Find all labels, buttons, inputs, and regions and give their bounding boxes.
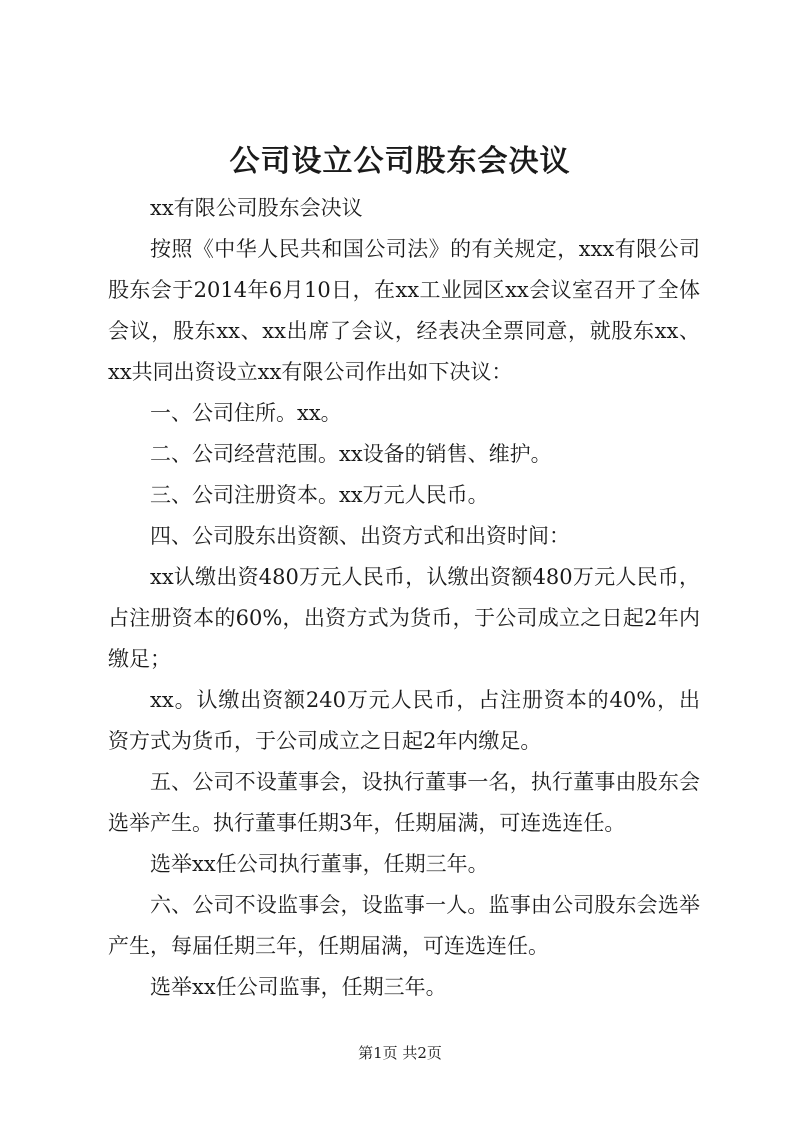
paragraph-capital-contribution: 四、公司股东出资额、出资方式和出资时间： (150, 524, 570, 548)
paragraph-supervisor: 六、公司不设监事会，设监事一人。监事由公司股东会选举产生，每届任期三年，任期届满，可连选连任。 (108, 893, 700, 958)
paragraph-shareholder-one-contribution: xx认缴出资480万元人民币，认缴出资额480万元人民币，占注册资本的60%，出资方式为货币，于公司成立之日起2年内缴足； (108, 565, 700, 671)
paragraph-elect-executive-director: 选举xx任公司执行董事，任期三年。 (150, 852, 489, 876)
paragraph-elect-supervisor: 选举xx任公司监事，任期三年。 (150, 975, 447, 999)
paragraph-company-resolution-heading: xx有限公司股东会决议 (150, 196, 363, 220)
paragraph-company-address: 一、公司住所。xx。 (150, 401, 342, 425)
document-body (108, 188, 700, 1008)
paragraph-shareholder-two-contribution: xx。认缴出资额240万元人民币，占注册资本的40%，出资方式为货币，于公司成立之日起2年内缴足。 (108, 688, 700, 753)
paragraph-registered-capital: 三、公司注册资本。xx万元人民币。 (150, 483, 489, 507)
paragraph-preamble: 按照《中华人民共和国公司法》的有关规定，xxx有限公司股东会于2014年6月10日，在xx工业园区xx会议室召开了全体会议，股东xx、xx出席了会议，经表决全票同意，就股东xx、xx共同出资设立xx有限公司作出如下决议： (108, 237, 700, 384)
paragraph-business-scope: 二、公司经营范围。xx设备的销售、维护。 (150, 442, 552, 466)
paragraph-executive-director: 五、公司不设董事会，设执行董事一名，执行董事由股东会选举产生。执行董事任期3年，任期届满，可连选连任。 (108, 770, 700, 835)
page-number-footer: 第1页 共2页 (358, 1044, 442, 1062)
document-title: 公司设立公司股东会决议 (229, 144, 571, 179)
